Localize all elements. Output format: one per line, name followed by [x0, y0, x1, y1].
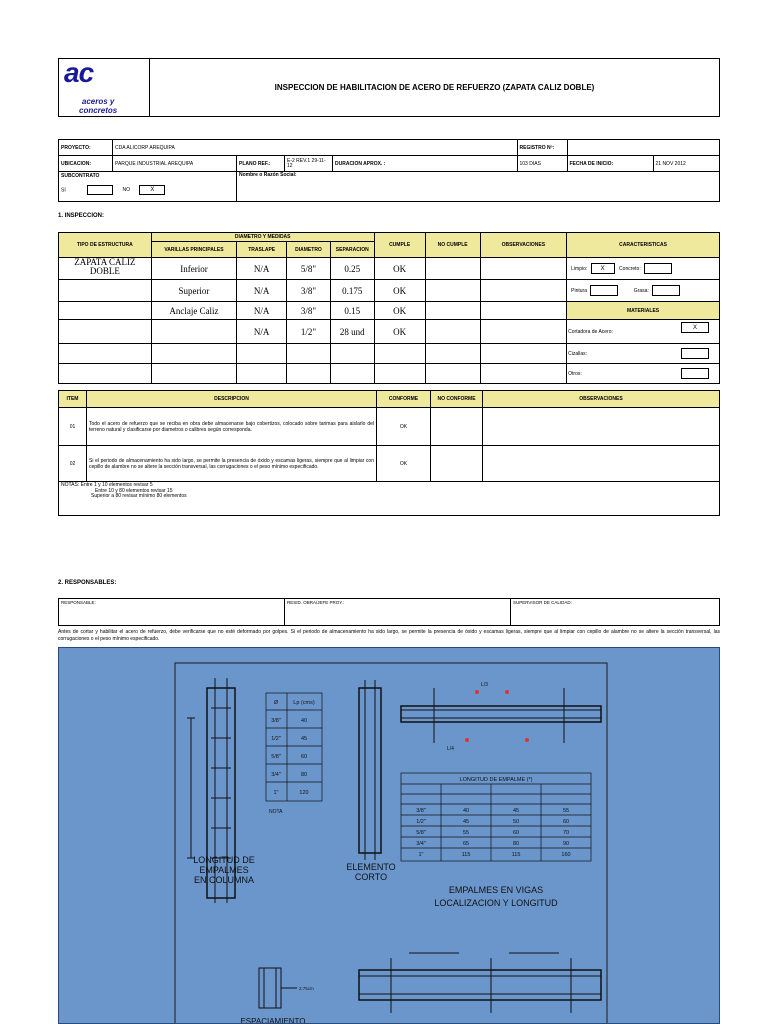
- row3-traslape: N/A: [237, 302, 287, 320]
- section-2-title: 2. RESPONSABLES:: [58, 580, 117, 586]
- e-r2-c1: 55: [462, 830, 470, 836]
- bottom-beam-drawing: [359, 953, 601, 1013]
- tipo-estructura-value: ZAPATA CALIZ DOBLE: [59, 258, 152, 280]
- responsable-field[interactable]: RESPONSABLE:: [59, 599, 285, 626]
- row2-tipo: [59, 280, 152, 302]
- row5-diametro: [287, 344, 331, 364]
- e-r4-c3: 160: [561, 852, 571, 858]
- row6-cumple: [374, 364, 425, 384]
- col-conforme: CONFORME: [377, 391, 431, 408]
- row2-diametro: 3/8": [287, 280, 331, 302]
- notes-line3: Superior a 80 revisar mínimo 80 elementos: [91, 493, 187, 499]
- dim-275: 2.75cm: [299, 986, 314, 991]
- row6-separacion: [330, 364, 374, 384]
- logo-subtitle: [79, 97, 117, 115]
- col-label-1: LONGITUD DE: [193, 855, 255, 865]
- razon-social-field[interactable]: Nombre o Razón Social:: [237, 172, 720, 202]
- proyecto-label: PROYECTO:: [59, 140, 113, 156]
- e-r2-c3: 70: [562, 830, 570, 836]
- item2-description: Si el periodo de almacenamiento ha sido largo, se permite la presencia de óxido y escamas ligeras, siempre que al limpiar con cepillo de alambre no se altere la sección transversal, las corrugaciones o el peso mínimo especificado.: [87, 446, 377, 482]
- item1-observaciones: [483, 408, 720, 446]
- col-no-conforme: NO CONFORME: [431, 391, 483, 408]
- l4-label: L/4: [447, 746, 454, 752]
- notes-line1: NOTAS: Entre 1 y 10 elementos revisar 5: [61, 482, 153, 488]
- logo-sub-line1: aceros y: [81, 97, 115, 106]
- no-label: NO: [122, 187, 131, 194]
- row5-observaciones: [480, 344, 567, 364]
- fecha-label: FECHA DE INICIO:: [567, 156, 653, 172]
- col-label-2: EMPALMES: [199, 865, 249, 875]
- elem-label-1: ELEMENTO: [346, 862, 396, 872]
- row3-tipo: [59, 302, 152, 320]
- col-no-cumple: NO CUMPLE: [425, 233, 480, 258]
- document-header: [58, 58, 720, 117]
- lp-r3-c1: 80: [300, 772, 308, 778]
- row6-observaciones: [480, 364, 567, 384]
- col-caracteristicas: CARACTERISTICAS: [567, 233, 720, 258]
- e-r1-c3: 60: [562, 819, 570, 825]
- item1-description: Todo el acero de refuerzo que se reciba en obra debe almacenarse bajo cobertizos, colocado sobre tarimas para aislarlo del terreno natural y clasificarse por diametros o calibres según corresponda.: [87, 408, 377, 446]
- grasa-label: Grasa:: [633, 287, 649, 294]
- row1-traslape: N/A: [237, 258, 287, 280]
- row2-cumple: OK: [374, 280, 425, 302]
- splice-marker: [525, 738, 529, 742]
- row5-tipo: [59, 344, 152, 364]
- row2-no-cumple: [425, 280, 480, 302]
- e-r3-c1: 65: [462, 841, 470, 847]
- col-descripcion: DESCRIPCION: [87, 391, 377, 408]
- row4-tipo: [59, 320, 152, 344]
- item2-number: 02: [59, 446, 87, 482]
- notes-line2: Entre 10 y 80 elementos revisar 15: [95, 487, 173, 494]
- concreto-label: Concreto:: [619, 265, 641, 272]
- e-r4-c2: 115: [511, 852, 521, 858]
- responsables-table: [58, 598, 720, 626]
- row3-separacion: 0.15: [330, 302, 374, 320]
- row6-tipo: [59, 364, 152, 384]
- concreto-checkbox[interactable]: [644, 263, 672, 274]
- project-info-table: [58, 139, 720, 202]
- row2-traslape: N/A: [237, 280, 287, 302]
- splice-details-drawing: [59, 648, 720, 1024]
- row1-diametro: 5/8": [287, 258, 331, 280]
- lp-r0-c1: 40: [300, 718, 308, 724]
- empalme-title: LONGITUD DE EMPALME (*): [459, 777, 533, 783]
- proyecto-value: CDA ALICORP AREQUIPA: [113, 140, 518, 156]
- row2-observaciones: [480, 280, 567, 302]
- cortadora-label: Cortadora de Acero:: [568, 328, 613, 335]
- item1-no-conforme: [431, 408, 483, 446]
- plano-label: PLANO REF.:: [237, 156, 285, 172]
- si-checkbox[interactable]: [87, 185, 113, 195]
- e-r4-c0: 1": [418, 852, 424, 858]
- notes-box: [58, 481, 720, 516]
- row4-separacion: 28 und: [330, 320, 374, 344]
- col-traslape: TRASLAPE: [237, 242, 287, 258]
- e-r1-c2: 50: [512, 819, 520, 825]
- col-observaciones: OBSERVACIONES: [480, 233, 567, 258]
- items-table: [58, 390, 720, 482]
- col-tipo-estructura: TIPO DE ESTRUCTURA: [59, 233, 152, 258]
- row4-varilla: [151, 320, 237, 344]
- e-r0-c3: 55: [562, 808, 570, 814]
- row6-varilla: [151, 364, 237, 384]
- lp-table: [266, 693, 322, 801]
- logo-text: ac: [64, 57, 94, 88]
- caracteristicas-row1: [567, 258, 720, 280]
- company-logo: [59, 59, 150, 116]
- caracteristicas-row2: [567, 280, 720, 302]
- item2-no-conforme: [431, 446, 483, 482]
- otros-label: Otros:: [568, 370, 582, 377]
- cizallas-checkbox[interactable]: [681, 348, 709, 359]
- row4-diametro: 1/2": [287, 320, 331, 344]
- e-r2-c0: 5/8": [416, 830, 426, 836]
- otros-row: [567, 364, 720, 384]
- row5-cumple: [374, 344, 425, 364]
- esp-label: ESPACIAMIENTO: [240, 1017, 306, 1024]
- vigas-label-2: LOCALIZACION Y LONGITUD: [434, 898, 558, 908]
- e-r4-c1: 115: [461, 852, 471, 858]
- row3-cumple: OK: [374, 302, 425, 320]
- row3-observaciones: [480, 302, 567, 320]
- row3-no-cumple: [425, 302, 480, 320]
- col-item: ITEM: [59, 391, 87, 408]
- row6-no-cumple: [425, 364, 480, 384]
- e-r1-c0: 1/2": [416, 819, 426, 825]
- lp-r1-c1: 45: [300, 736, 308, 742]
- row3-varilla: Anclaje Caliz: [151, 302, 237, 320]
- item1-conforme: OK: [377, 408, 431, 446]
- lp-head-0: Ø: [273, 700, 279, 706]
- fecha-value: 21 NOV 2012: [653, 156, 720, 172]
- row1-no-cumple: [425, 258, 480, 280]
- e-r0-c0: 3/8": [416, 808, 426, 814]
- e-r3-c0: 3/4": [416, 841, 426, 847]
- cortadora-row: [567, 320, 720, 344]
- logo-sub-line2: concretos: [79, 106, 118, 115]
- col-cumple: CUMPLE: [374, 233, 425, 258]
- registro-value: [567, 140, 720, 156]
- row1-varilla: Inferior: [151, 258, 237, 280]
- col-diametro-medidas: DIAMETRO Y MEDIDAS: [151, 233, 374, 242]
- row6-traslape: [237, 364, 287, 384]
- si-label: SI: [61, 187, 66, 194]
- e-r2-c2: 60: [512, 830, 520, 836]
- no-checkbox[interactable]: X: [139, 185, 165, 195]
- subcontrato-cell: [59, 172, 237, 202]
- e-r3-c3: 90: [562, 841, 570, 847]
- pintura-checkbox[interactable]: [590, 285, 618, 296]
- row4-observaciones: [480, 320, 567, 344]
- short-element-drawing: [359, 680, 381, 860]
- lp-r4-c0: 1": [273, 790, 279, 796]
- registro-label: REGISTRO Nº:: [517, 140, 567, 156]
- cortadora-checkbox[interactable]: X: [681, 322, 709, 333]
- splice-marker: [475, 690, 479, 694]
- lp-r0-c0: 3/8": [271, 718, 281, 724]
- lp-r3-c0: 3/4": [271, 772, 281, 778]
- inspection-table: [58, 232, 720, 384]
- e-r3-c2: 80: [512, 841, 520, 847]
- lp-head-1: Lp (cms): [293, 700, 315, 706]
- supervisor-field[interactable]: SUPERVISOR DE CALIDAD:: [511, 599, 720, 626]
- duracion-value: 103 DIAS: [517, 156, 567, 172]
- e-r0-c2: 45: [512, 808, 520, 814]
- vigas-label-1: EMPALMES EN VIGAS: [448, 885, 544, 895]
- col-varillas: VARILLAS PRINCIPALES: [151, 242, 237, 258]
- e-r0-c1: 40: [462, 808, 470, 814]
- otros-checkbox[interactable]: [681, 368, 709, 379]
- item2-observaciones: [483, 446, 720, 482]
- row1-observaciones: [480, 258, 567, 280]
- ubicacion-label: UBICACION:: [59, 156, 113, 172]
- row1-separacion: 0.25: [330, 258, 374, 280]
- splice-marker: [505, 690, 509, 694]
- row2-separacion: 0.175: [330, 280, 374, 302]
- nota-label: NOTA: [269, 809, 283, 815]
- row5-separacion: [330, 344, 374, 364]
- col-observaciones-items: OBSERVACIONES: [483, 391, 720, 408]
- row1-cumple: OK: [374, 258, 425, 280]
- reinforcement-detail-figure: [58, 647, 720, 1024]
- grasa-checkbox[interactable]: [652, 285, 680, 296]
- elem-label-2: CORTO: [354, 872, 388, 882]
- storage-note: Antes de cortar y habilitar el acero de refuerzo, debe verificarse que no esté deformado por golpes. Si el periodo de almacenamiento ha sido largo, se permite la presencia de óxido y escamas ligeras, siempre que al limpiar con cepillo de alambre no se altere la sección transversal, las corrugaciones o el peso mínimo especificado.: [58, 629, 720, 642]
- row6-diametro: [287, 364, 331, 384]
- l3-label: L/3: [481, 682, 488, 688]
- plano-value: E-2 REV.1 29-11-12: [285, 156, 333, 172]
- lp-r2-c1: 60: [300, 754, 308, 760]
- section-1-title: 1. INSPECCION:: [58, 213, 105, 219]
- lp-r1-c0: 1/2": [271, 736, 281, 742]
- row3-diametro: 3/8": [287, 302, 331, 320]
- item2-conforme: OK: [377, 446, 431, 482]
- row4-traslape: N/A: [237, 320, 287, 344]
- lp-r4-c1: 120: [299, 790, 309, 796]
- materiales-header: MATERIALES: [567, 302, 720, 320]
- cizallas-row: [567, 344, 720, 364]
- row4-no-cumple: [425, 320, 480, 344]
- empalme-table: [401, 773, 591, 861]
- row5-traslape: [237, 344, 287, 364]
- ubicacion-value: PARQUE INDUSTRIAL AREQUIPA: [113, 156, 237, 172]
- row5-no-cumple: [425, 344, 480, 364]
- duracion-label: DURACION APROX. :: [333, 156, 518, 172]
- cizallas-label: Cizallas:: [568, 350, 588, 357]
- row2-varilla: Superior: [151, 280, 237, 302]
- pintura-label: Pintura: [571, 287, 587, 294]
- col-diametro: DIAMETRO: [287, 242, 331, 258]
- splice-marker: [465, 738, 469, 742]
- limpio-checkbox[interactable]: X: [591, 263, 615, 274]
- resid-obra-field[interactable]: RESID. OBRA/JEFE PROY.:: [285, 599, 511, 626]
- item1-number: 01: [59, 408, 87, 446]
- col-label-3: EN COLUMNA: [193, 875, 255, 885]
- row5-varilla: [151, 344, 237, 364]
- document-title: INSPECCION DE HABILITACION DE ACERO DE REFUERZO (ZAPATA CALIZ DOBLE): [274, 83, 595, 92]
- row4-cumple: OK: [374, 320, 425, 344]
- subcontrato-label: SUBCONTRATO: [61, 173, 100, 179]
- lp-r2-c0: 5/8": [271, 754, 281, 760]
- limpio-label: Limpio:: [571, 265, 588, 272]
- e-r1-c1: 45: [462, 819, 470, 825]
- stirrup-drawing: [259, 968, 297, 1008]
- col-separacion: SEPARACION: [330, 242, 374, 258]
- beam-splice-drawing: [401, 688, 601, 743]
